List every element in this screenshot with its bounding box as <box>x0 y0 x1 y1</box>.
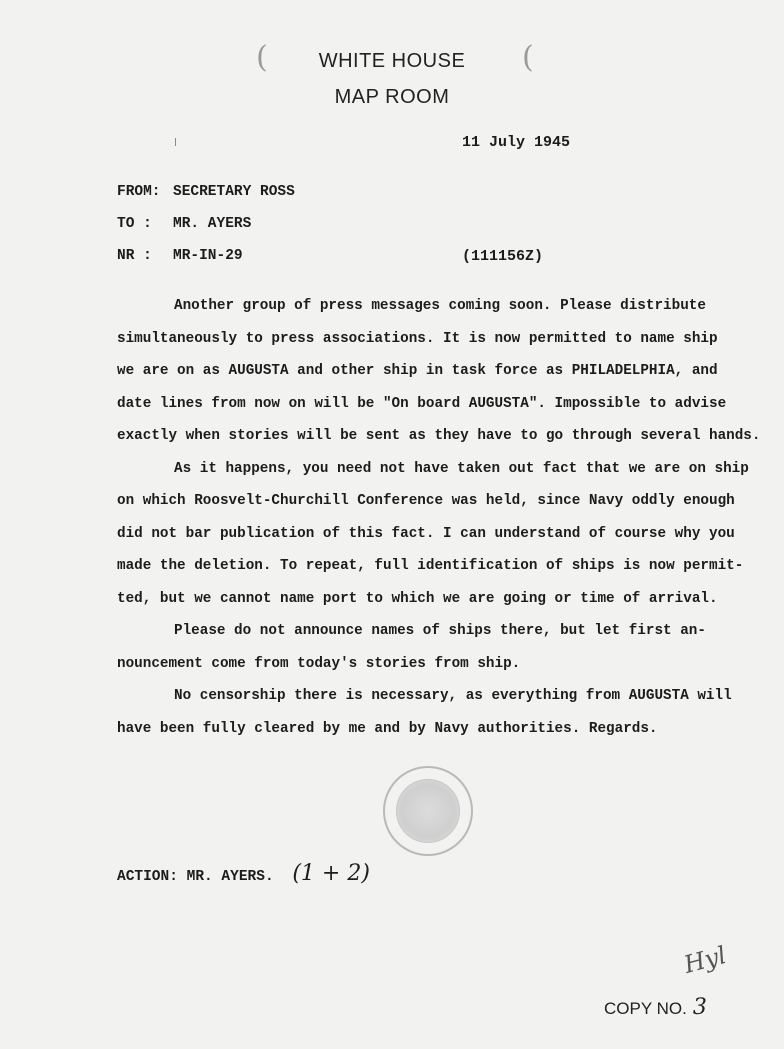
body-line: made the deletion. To repeat, full identification of ships is now permit- <box>117 558 744 574</box>
from-value: SECRETARY ROSS <box>173 184 295 200</box>
pen-mark <box>175 138 176 146</box>
margin-mark-right: ( <box>522 40 534 75</box>
nr-label: NR : <box>117 248 152 264</box>
nr-value: MR-IN-29 <box>173 248 243 264</box>
to-label: TO : <box>117 216 152 232</box>
copy-number-value: 3 <box>692 995 707 1020</box>
body-line: simultaneously to press associations. It is now permitted to name ship <box>117 330 718 347</box>
archive-stamp-seal <box>396 779 460 843</box>
handwritten-initials: Hyl <box>681 941 730 979</box>
to-value: MR. AYERS <box>173 216 252 232</box>
body-line: exactly when stories will be sent as they have to go through several hands. <box>117 428 761 444</box>
body-line: As it happens, you need not have taken out fact that we are on ship <box>174 460 749 477</box>
action-value: MR. AYERS. <box>186 869 274 885</box>
to-line <box>117 216 251 232</box>
body-line: on which Roosvelt-Churchill Conference was held, since Navy oddly enough <box>117 493 735 509</box>
copy-label: COPY NO. <box>604 999 687 1018</box>
action-label: ACTION: <box>117 869 178 885</box>
body-line: Another group of press messages coming soon. Please distribute <box>174 298 706 314</box>
action-handwritten-note: (1 + 2) <box>292 861 370 886</box>
message-date: 11 July 1945 <box>462 134 571 151</box>
message-body <box>117 290 761 745</box>
from-label: FROM: <box>117 184 161 200</box>
archive-stamp <box>383 766 473 856</box>
body-line: have been fully cleared by me and by Navy authorities. Regards. <box>117 720 658 737</box>
header-map-room: MAP ROOM <box>334 86 450 108</box>
header-white-house: WHITE HOUSE <box>318 50 466 72</box>
from-line <box>117 184 295 200</box>
margin-mark-left: ( <box>256 40 268 75</box>
nr-line <box>117 248 243 264</box>
copy-number <box>604 995 707 1020</box>
body-line: date lines from now on will be "On board AUGUSTA". Impossible to advise <box>117 395 727 412</box>
message-id: (111156Z) <box>462 248 544 265</box>
body-line: did not bar publication of this fact. I can understand of course why you <box>117 525 735 542</box>
body-line: nouncement come from today's stories from ship. <box>117 655 521 672</box>
body-line: ted, but we cannot name port to which we are going or time of arrival. <box>117 590 718 607</box>
body-line: Please do not announce names of ships there, but let first an- <box>174 623 706 639</box>
body-line: we are on as AUGUSTA and other ship in task force as PHILADELPHIA, and <box>117 363 718 379</box>
body-line: No censorship there is necessary, as everything from AUGUSTA will <box>174 688 732 704</box>
action-line <box>117 861 370 886</box>
